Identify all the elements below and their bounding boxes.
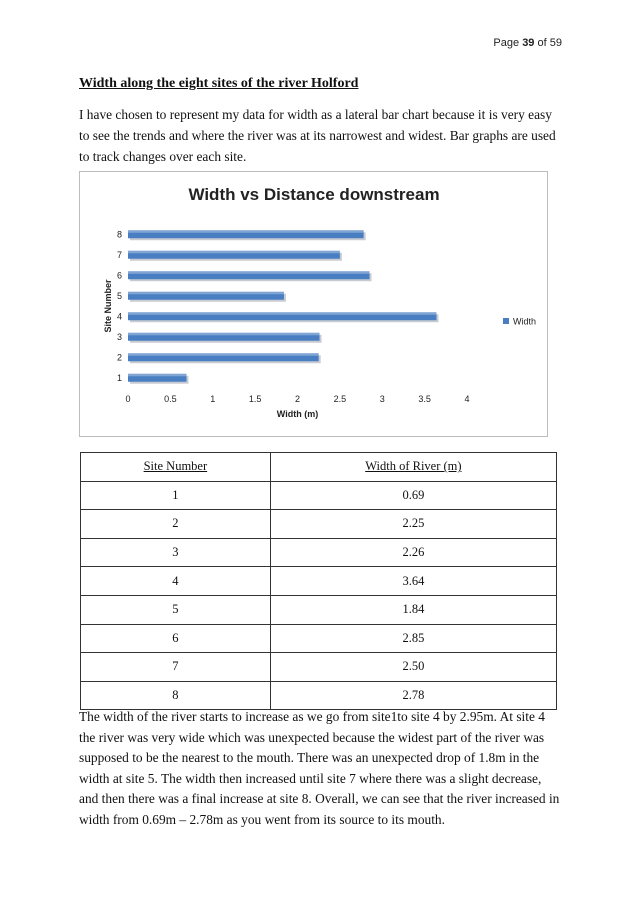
page-total: 59 (549, 37, 562, 49)
section-heading: Width along the eight sites of the river Holford (79, 76, 359, 91)
width-cell: 0.69 (270, 481, 556, 510)
y-axis-label: Site Number (103, 279, 113, 333)
chart-title: Width vs Distance downstream (188, 185, 440, 204)
site-cell: 3 (81, 538, 271, 567)
table-row (81, 567, 557, 596)
site-cell: 4 (81, 567, 271, 596)
bar-highlight (128, 333, 320, 336)
legend-label: Width (513, 316, 537, 327)
bar-highlight (128, 271, 370, 274)
bar-highlight (128, 251, 340, 254)
table-row (81, 481, 557, 510)
y-tick-label: 7 (116, 249, 122, 260)
table-row (81, 653, 557, 682)
conclusion-paragraph: The width of the river starts to increase as we go from site1to site 4 by 2.95m. At site 4 the river was very wide which was unexpected because the widest part of the river was supposed to be the nearest to the mouth. There was an unexpected drop of 1.8m in the width at site 5. The width then increased until site 7 where there was a slight decrease, and then there was a final increase at site 8. Overall, we can see that the river increased in width from 0.69m – 2.78m as you went from its source to its mouth. (79, 709, 560, 827)
table-header-row (81, 453, 557, 482)
table-row (81, 595, 557, 624)
bar-highlight (128, 353, 319, 356)
site-cell: 8 (81, 681, 271, 710)
table-row (81, 538, 557, 567)
x-tick-label: 3 (379, 394, 385, 404)
site-cell: 2 (81, 510, 271, 539)
x-tick-label: 2.5 (333, 394, 347, 404)
site-cell: 1 (81, 481, 271, 510)
table-row (81, 510, 557, 539)
width-cell: 2.78 (270, 681, 556, 710)
x-tick-label: 0.5 (164, 394, 177, 404)
x-tick-label: 4 (464, 394, 470, 404)
header-site-number: Site Number (81, 453, 271, 482)
y-tick-label: 2 (116, 352, 122, 363)
y-tick-label: 5 (116, 290, 122, 301)
bar-highlight (128, 230, 364, 233)
width-cell: 3.64 (270, 567, 556, 596)
site-cell: 5 (81, 595, 271, 624)
x-tick-label: 2 (294, 394, 301, 404)
x-axis-label: Width (m) (276, 409, 319, 419)
width-bar-chart (79, 171, 548, 437)
x-tick-label: 3.5 (418, 394, 431, 404)
x-tick-label: 1.5 (248, 394, 262, 404)
header-width-of-river: Width of River (m) (270, 453, 556, 482)
legend-swatch (503, 318, 509, 324)
bar-highlight (128, 312, 436, 315)
bar-highlight (128, 374, 186, 377)
y-tick-label: 1 (116, 372, 122, 383)
y-tick-label: 3 (116, 331, 122, 342)
x-tick-label: 0 (125, 394, 131, 404)
y-tick-label: 6 (116, 270, 122, 281)
bar-highlight (128, 292, 284, 295)
chart-svg (80, 172, 549, 438)
width-data-table (80, 452, 557, 710)
width-cell: 2.26 (270, 538, 556, 567)
site-cell: 6 (81, 624, 271, 653)
page-prefix: Page (493, 37, 520, 49)
y-tick-label: 4 (116, 311, 122, 322)
width-cell: 2.85 (270, 624, 556, 653)
width-cell: 2.25 (270, 510, 556, 539)
table-row (81, 681, 557, 710)
page-of: of (537, 37, 547, 49)
site-cell: 7 (81, 653, 271, 682)
y-tick-label: 8 (116, 229, 122, 240)
x-tick-label: 1 (210, 394, 216, 404)
width-cell: 1.84 (270, 595, 556, 624)
width-cell: 2.50 (270, 653, 556, 682)
table-row (81, 624, 557, 653)
page-number (493, 37, 562, 49)
page-current: 39 (522, 37, 535, 49)
intro-paragraph: I have chosen to represent my data for width as a lateral bar chart because it is very easy to see the trends and where the river was at its narrowest and widest. Bar graphs are used to track changes over each site. (79, 107, 556, 164)
